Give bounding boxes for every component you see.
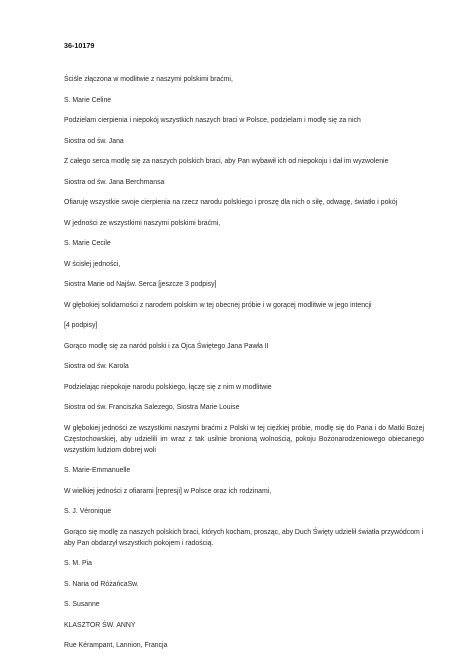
signature: [4 podpisy] (64, 322, 98, 329)
signature: Siostra od św. Jana (64, 137, 124, 145)
document-id: 36-10179 (64, 41, 95, 50)
paragraph: Podzielam cierpienia i niepokój wszystkich naszych braci w Polsce, podzielam i modlę się za nich (64, 117, 361, 124)
paragraph: W jedności ze wszystkimi naszymi polskimi braćmi, (64, 219, 221, 227)
convent-address: Rue Kérampant, Lannion, Francja (64, 642, 168, 649)
document-body (64, 74, 424, 661)
signature: S. Susanne (64, 601, 100, 608)
paragraph: Podzielając niepokoje narodu polskiego, łączę się z nim w modlitwie (64, 383, 272, 391)
signature: Siostra od św. Karola (64, 363, 129, 370)
signature: Siostra Marie od Najśw. Serca [jeszcze 3 podpisy] (64, 281, 217, 288)
convent-name: KLASZTOR ŚW. ANNY (64, 621, 136, 629)
signature: S. M. Pia (64, 560, 92, 567)
signature: S. Marie Celine (64, 96, 112, 104)
paragraph: W głębokiej jedności ze wszystkimi naszymi braćmi z Polski w tej ciężkiej próbie, modlę się do Pana i do Matki Bożej Częstochowskiej, aby udzielili im wraz z tak usilnie bronioną wolnością, pokoju Bożonarodzeniowego obiecanego wszystkim ludziom dobrej woli (64, 424, 424, 454)
paragraph: W wielkiej jedności z ofiarami [represji] w Polsce oraz ich rodzinami, (64, 487, 272, 495)
paragraph: Gorąco modlę się za naród polski i za Ojca Świętego Jana Pawła II (64, 342, 269, 350)
paragraph: Ofiaruję wszystkie swoje cierpienia na rzecz narodu polskiego i proszę dla nich o siłę, odwagę, światło i pokój (64, 199, 398, 206)
paragraph: W ścisłej jedności, (64, 260, 121, 268)
paragraph: W głębokiej solidarności z narodem polskim w tej obecnej próbie i w gorącej modlitwie w jego intencji (64, 301, 372, 309)
signature: Siostra od św. Jana Berchmansa (64, 178, 165, 186)
signature: Siostra od św. Franciszka Salezego, Siostra Marie Louise (64, 404, 240, 411)
signature: S. Naria od RóżańcaSw. (64, 580, 139, 588)
signature: S. Marie Cecile (64, 240, 111, 247)
paragraph: Ściśle złączona w modlitwie z naszymi polskimi braćmi, (64, 76, 233, 83)
paragraph: Gorąco się modlę za naszych polskich braci, których kocham, prosząc, aby Duch Święty udzielił światła przywódcom i aby Pan obdarzył wszystkich pokojem i radością. (64, 528, 424, 547)
signature: S. Marie-Emmanuelle (64, 467, 131, 474)
paragraph: Z całego serca modlę się za naszych polskich braci, aby Pan wybawił ich od niepokoju i dał im wyzwolenie (64, 158, 389, 165)
signature: S. J. Véronique (64, 508, 112, 515)
